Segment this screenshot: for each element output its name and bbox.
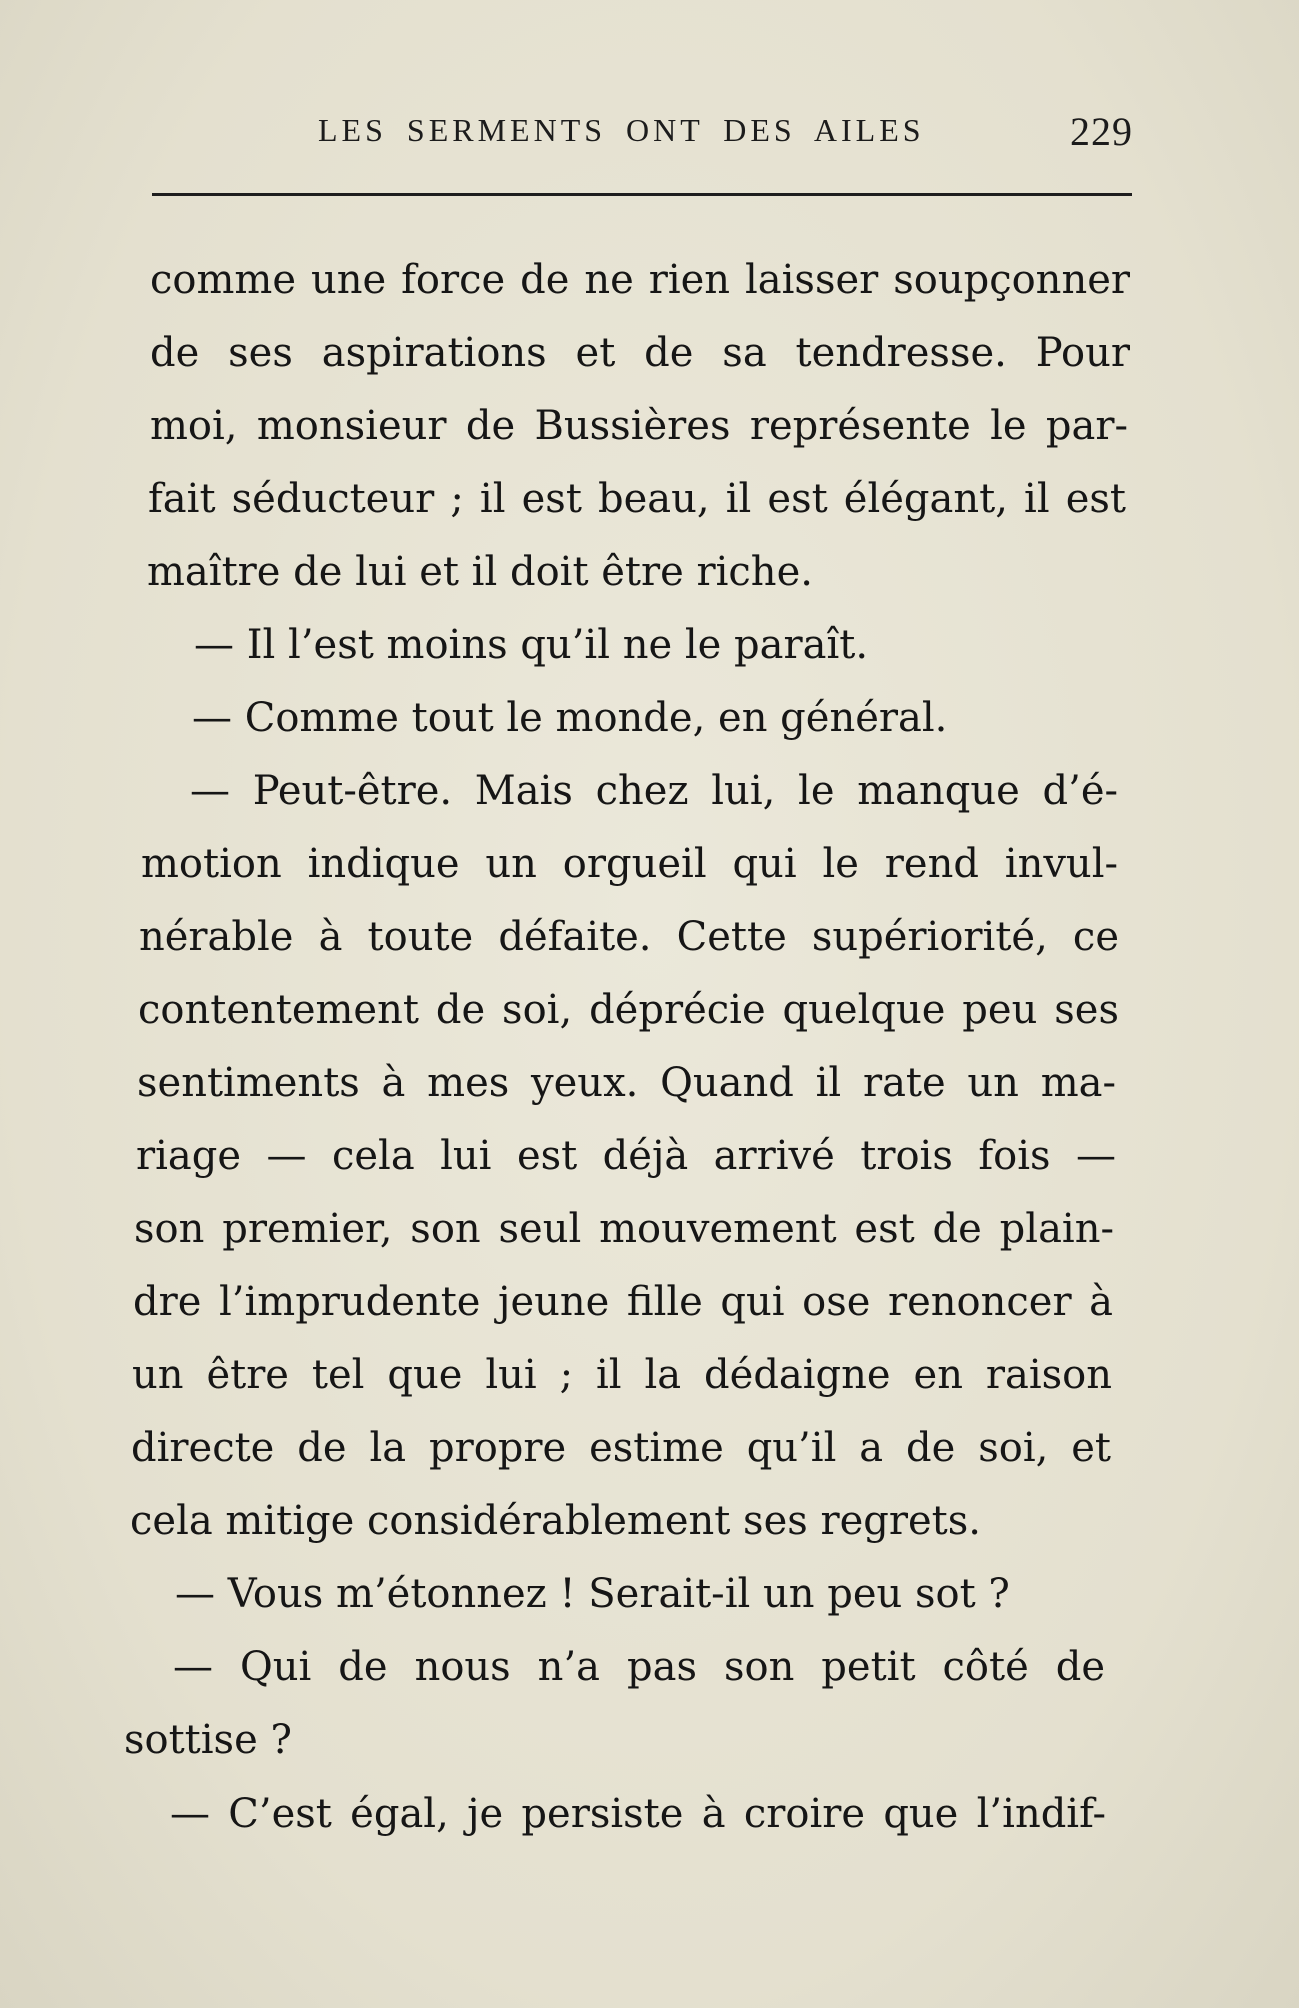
text-line: dre l’imprudente jeune fille qui ose renoncer à <box>133 1279 1113 1325</box>
text-line: directe de la propre estime qu’il a de soi, et <box>131 1425 1111 1471</box>
text-line: nérable à toute défaite. Cette supériorité, ce <box>139 914 1119 960</box>
text-line: — Il l’est moins qu’il ne le paraît. <box>194 622 869 668</box>
text-line: moi, monsieur de Bussières représente le par- <box>150 403 1128 449</box>
text-line: cela mitige considérablement ses regrets. <box>130 1498 981 1544</box>
text-line: — Peut-être. Mais chez lui, le manque d’é- <box>190 768 1118 814</box>
text-line: — Vous m’étonnez ! Serait-il un peu sot ? <box>175 1571 1010 1617</box>
text-line: sottise ? <box>124 1717 292 1763</box>
text-line: son premier, son seul mouvement est de plain- <box>134 1206 1114 1252</box>
text-line: de ses aspirations et de sa tendresse. Pour <box>150 330 1130 376</box>
text-line: un être tel que lui ; il la dédaigne en raison <box>132 1352 1112 1398</box>
text-line: riage — cela lui est déjà arrivé trois fois — <box>136 1133 1116 1179</box>
running-title: LES SERMENTS ONT DES AILES <box>318 112 925 148</box>
text-line: maître de lui et il doit être riche. <box>147 549 813 595</box>
text-line: comme une force de ne rien laisser soupçonner <box>150 257 1130 303</box>
text-line: sentiments à mes yeux. Quand il rate un ma- <box>137 1060 1116 1106</box>
page-number: 229 <box>1070 109 1133 154</box>
text-line: — C’est égal, je persiste à croire que l’indif- <box>170 1791 1106 1837</box>
text-line: — Comme tout le monde, en général. <box>192 695 948 741</box>
text-line: motion indique un orgueil qui le rend invul- <box>141 841 1118 887</box>
text-line: — Qui de nous n’a pas son petit côté de <box>173 1644 1105 1690</box>
text-line: contentement de soi, déprécie quelque peu ses <box>138 987 1119 1033</box>
text-line: fait séducteur ; il est beau, il est élégant, il est <box>148 476 1126 522</box>
